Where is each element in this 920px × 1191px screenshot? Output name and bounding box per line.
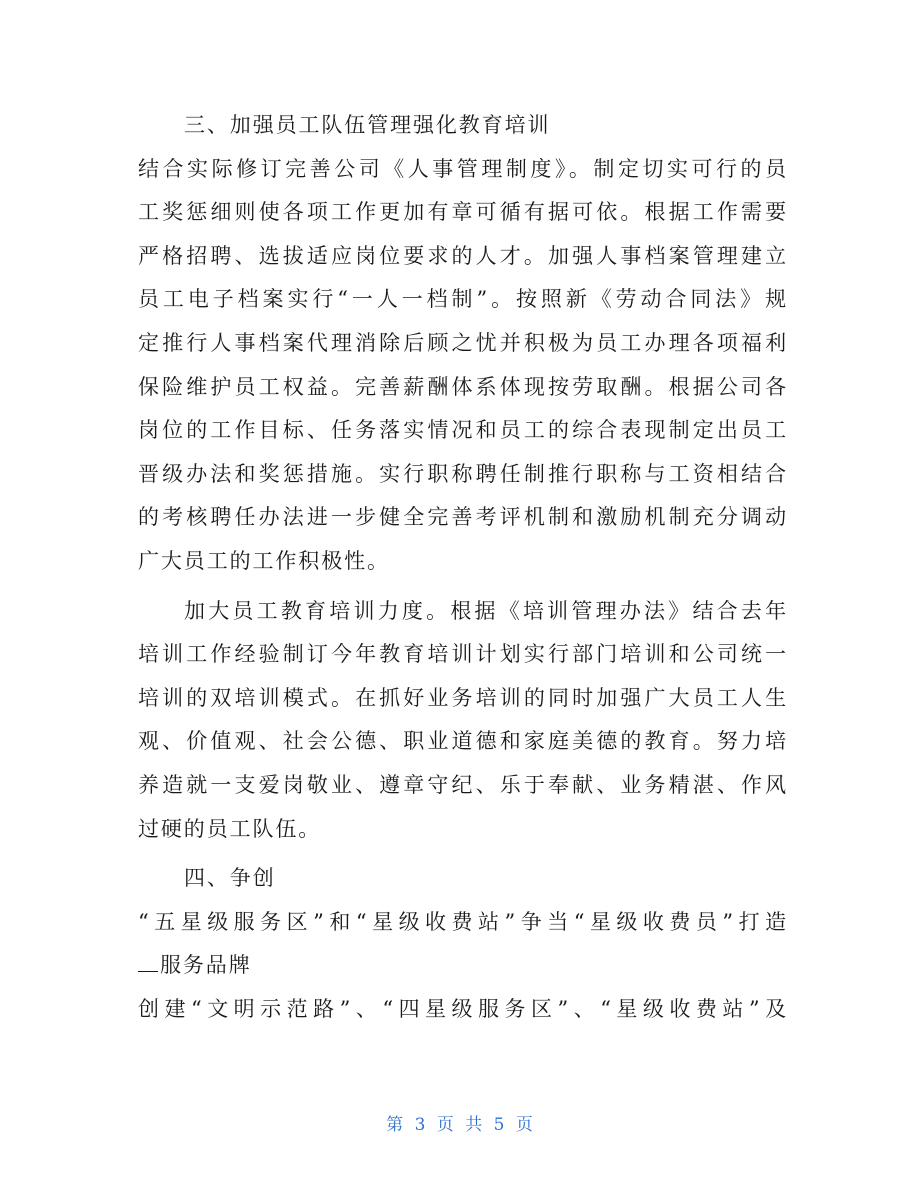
section4-heading-line1: 四、争创 <box>184 866 276 891</box>
document-body <box>138 104 788 1031</box>
paragraph-line: 岗位的工作目标、任务落实情况和员工的综合表现制定出员工 <box>138 418 788 443</box>
paragraph-line: 培训的双培训模式。在抓好业务培训的同时加强广大员工人生 <box>138 685 788 710</box>
section3-heading: 三、加强员工队伍管理强化教育培训 <box>184 113 551 137</box>
section4-paragraph <box>138 988 788 1032</box>
section4-heading <box>138 857 788 988</box>
footer-prefix: 第 <box>386 1115 405 1135</box>
paragraph-line: 员工电子档案实行“一人一档制”。按照新《劳动合同法》规 <box>138 287 788 312</box>
footer-middle2: 共 <box>465 1115 484 1135</box>
paragraph-line: 结合实际修订完善公司《人事管理制度》。制定切实可行的员 <box>138 156 788 181</box>
footer-middle1: 页 <box>436 1115 455 1135</box>
paragraph-line: 观、价值观、社会公德、职业道德和家庭美德的教育。努力培 <box>138 729 788 754</box>
footer-suffix: 页 <box>515 1115 534 1135</box>
section3-paragraph1 <box>138 148 788 584</box>
footer-total-pages: 5 <box>493 1115 506 1135</box>
paragraph-line: 严格招聘、选拔适应岗位要求的人才。加强人事档案管理建立 <box>138 243 788 268</box>
paragraph-line: 养造就一支爱岗敬业、遵章守纪、乐于奉献、业务精湛、作风 <box>138 772 788 797</box>
paragraph-line: 工奖惩细则使各项工作更加有章可循有据可依。根据工作需要 <box>138 200 788 225</box>
paragraph-line: 过硬的员工队伍。 <box>138 816 322 841</box>
footer-page-number: 3 <box>414 1115 427 1135</box>
section4-heading-line2: “五星级服务区”和“星级收费站”争当“星级收费员”打造 <box>138 909 788 934</box>
paragraph-line: 的考核聘任办法进一步健全完善考评机制和激励机制充分调动 <box>138 505 788 530</box>
paragraph-line: 广大员工的工作积极性。 <box>138 548 390 573</box>
blank-underline <box>138 949 158 972</box>
paragraph-line: 定推行人事档案代理消除后顾之忧并积极为员工办理各项福利 <box>138 330 788 355</box>
paragraph-line: 保险维护员工权益。完善薪酬体系体现按劳取酬。根据公司各 <box>138 374 788 399</box>
section4-heading-text: 服务品牌 <box>160 953 252 978</box>
section3-paragraph2 <box>138 590 788 852</box>
paragraph-line: 培训工作经验制订今年教育培训计划实行部门培训和公司统一 <box>138 642 788 667</box>
paragraph-line: 晋级办法和奖惩措施。实行职称聘任制推行职称与工资相结合 <box>138 461 788 486</box>
paragraph-line: 创建“文明示范路”、“四星级服务区”、“星级收费站”及 <box>138 996 788 1021</box>
section4-heading-line3 <box>138 944 788 988</box>
paragraph-line: 加大员工教育培训力度。根据《培训管理办法》结合去年 <box>184 598 788 623</box>
page-footer <box>0 1110 920 1135</box>
